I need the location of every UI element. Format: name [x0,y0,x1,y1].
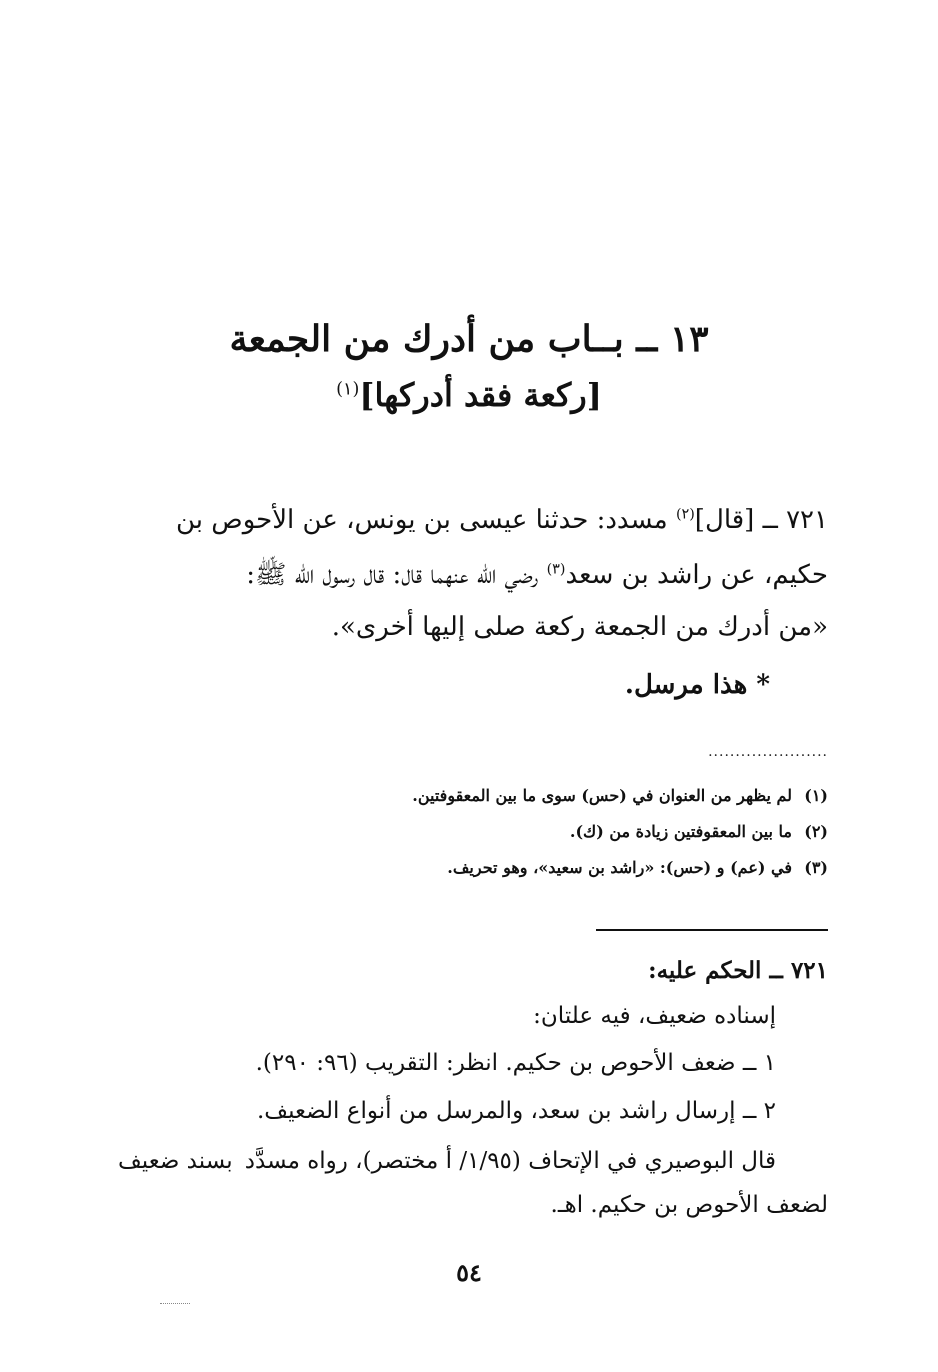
ruling-paragraph-line-1-end: بسند ضعيف [118,1148,233,1174]
ruling-intro: إسناده ضعيف، فيه علتان: [533,1003,776,1029]
footnote-text: ما بين المعقوفتين زيادة من (ك). [569,822,792,841]
footnote-text: لم يظهر من العنوان في (حس) سوى ما بين المعقوفتين. [412,786,792,805]
footnote-1 [412,786,828,805]
footnote-ref: (١) [336,379,360,400]
ruling-heading: ٧٢١ ــ الحكم عليه: [648,957,828,984]
page-number: ٥٤ [456,1258,482,1287]
hadith-line-3: «من أدرك من الجمعة ركعة صلى إليها أخرى». [331,612,828,642]
hadith-line-1 [176,505,828,535]
footnote-number: (١) [804,786,828,805]
chapter-subtitle-text: [ركعة فقد أدركها] [359,376,602,414]
footnote-ref: (٣) [546,561,566,578]
footnote-2 [570,822,828,841]
footnote-number: (٢) [804,822,828,841]
footnote-separator: ...................... [708,744,828,760]
ruling-point-1: ١ ــ ضعف الأحوص بن حكيم. انظر: التقريب (٩٦: ٢٩٠). [255,1050,776,1076]
footnote-3 [447,858,828,877]
footnote-ref: (٢) [675,506,695,523]
footnote-number: (٣) [804,858,828,877]
section-divider [596,929,828,931]
hadith-verdict: * هذا مرسل. [624,670,770,700]
ruling-paragraph-line-1: قال البوصيري في الإتحاف (١/٩٥/ أ مختصر)، رواه مسدَّد [244,1148,776,1174]
hadith-number: ٧٢١ ــ [قال] [694,505,828,535]
hadith-text: حكيم، عن راشد بن سعد [565,560,828,590]
ruling-paragraph-line-2: لضعف الأحوص بن حكيم. اهـ. [550,1192,828,1218]
chapter-title: ١٣ ــ بــاب من أدرك من الجمعة [229,318,709,360]
hadith-line-2 [108,558,828,596]
hadith-text: مسدد: حدثنا عيسى بن يونس، عن الأحوص بن [175,505,676,535]
scan-mark [160,1303,190,1304]
chapter-subtitle [100,376,838,414]
ruling-point-2: ٢ ــ إرسال راشد بن سعد، والمرسل من أنواع الضعيف. [256,1098,776,1124]
hadith-text: رضي الله عنهما قال: قال رسول الله ﷺ: [246,560,547,590]
footnote-text: في (عم) و (حس): «راشد بن سعيد»، وهو تحريف. [447,858,792,877]
